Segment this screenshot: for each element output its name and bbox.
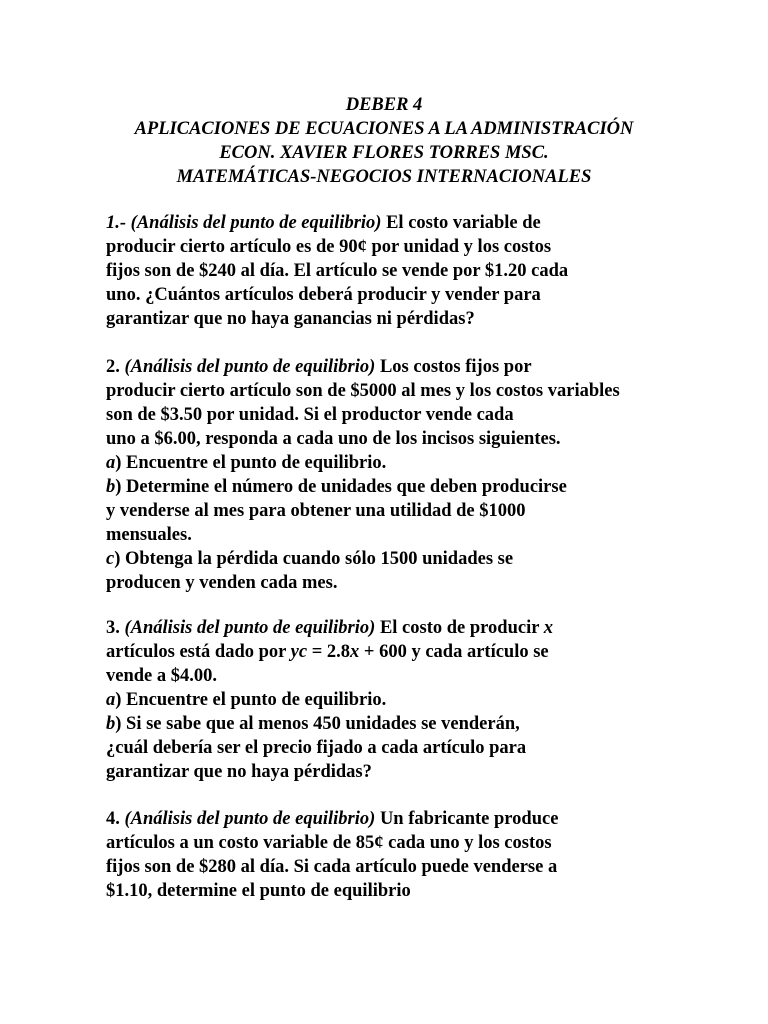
text-run: y venderse al mes para obtener una utilidad de $1000 xyxy=(106,501,526,521)
problem-text-line xyxy=(106,451,706,475)
problem-text-line xyxy=(106,403,706,427)
problem-1 xyxy=(106,211,706,331)
text-run: Los costos fijos por xyxy=(375,357,532,377)
text-run: ¿cuál debería ser el precio fijado a cada artículo para xyxy=(106,738,527,758)
problem-text-line xyxy=(106,379,706,403)
text-run: mensuales. xyxy=(106,525,192,545)
problem-text-line xyxy=(106,688,706,712)
italic-text-run: x xyxy=(350,642,360,662)
text-run: ) Encuentre el punto de equilibrio. xyxy=(115,690,387,710)
problem-text-line xyxy=(106,760,706,784)
text-run: producen y venden cada mes. xyxy=(106,573,338,593)
text-run: ) Determine el número de unidades que deben producirse xyxy=(115,477,567,497)
italic-text-run: c xyxy=(106,549,115,569)
italic-text-run: b xyxy=(106,477,116,497)
text-run: ) Si se sabe que al menos 450 unidades se venderán, xyxy=(115,714,520,734)
problem-text-line xyxy=(106,736,706,760)
instructor-name: ECON. XAVIER FLORES TORRES MSC. xyxy=(219,143,549,163)
problem-text-line xyxy=(106,855,706,879)
problem-2 xyxy=(106,355,706,595)
problem-text-line xyxy=(106,712,706,736)
problem-text-line xyxy=(106,499,706,523)
problem-3 xyxy=(106,616,706,784)
text-run: garantizar que no haya ganancias ni pérdidas? xyxy=(106,309,475,329)
text-run: uno a $6.00, responda a cada uno de los incisos siguientes. xyxy=(106,429,561,449)
text-run: El costo de producir xyxy=(375,618,544,638)
problem-text-line xyxy=(106,259,706,283)
italic-text-run: b xyxy=(106,714,116,734)
text-run: El costo variable de xyxy=(381,213,541,233)
text-run: garantizar que no haya pérdidas? xyxy=(106,762,372,782)
text-run: artículos está dado por xyxy=(106,642,291,662)
problem-text-line xyxy=(106,355,706,379)
text-run: ) Obtenga la pérdida cuando sólo 1500 unidades se xyxy=(114,549,514,569)
text-run: vende a $4.00. xyxy=(106,666,217,686)
italic-text-run: (Análisis del punto de equilibrio) xyxy=(124,809,376,829)
text-run: $1.10, determine el punto de equilibrio xyxy=(106,881,411,901)
problem-text-line xyxy=(106,475,706,499)
problem-text-line xyxy=(106,235,706,259)
text-run: 2. xyxy=(106,357,125,377)
problem-text-line xyxy=(106,427,706,451)
text-run: = 2.8 xyxy=(307,642,351,662)
course-subject: MATEMÁTICAS-NEGOCIOS INTERNACIONALES xyxy=(176,167,592,187)
problem-text-line xyxy=(106,283,706,307)
problem-text-line xyxy=(106,616,706,640)
problem-text-line xyxy=(106,523,706,547)
problem-text-line xyxy=(106,879,706,903)
italic-text-run: (Análisis del punto de equilibrio) xyxy=(124,357,376,377)
text-run: Un fabricante produce xyxy=(375,809,559,829)
problem-4 xyxy=(106,807,706,903)
text-run: fijos son de $240 al día. El artículo se vende por $1.20 cada xyxy=(106,261,569,281)
document-header xyxy=(0,93,768,189)
italic-text-run: x xyxy=(543,618,553,638)
italic-text-run: yc xyxy=(290,642,308,662)
course-topic: APLICACIONES DE ECUACIONES A LA ADMINISTRACIÓN xyxy=(134,119,634,139)
text-run: uno. ¿Cuántos artículos deberá producir y vender para xyxy=(106,285,541,305)
text-run: producir cierto artículo es de 90¢ por unidad y los costos xyxy=(106,237,552,257)
assignment-title: DEBER 4 xyxy=(345,95,423,115)
text-run: ) Encuentre el punto de equilibrio. xyxy=(115,453,387,473)
italic-text-run: a xyxy=(106,453,116,473)
problem-text-line xyxy=(106,640,706,664)
problem-text-line xyxy=(106,831,706,855)
text-run: + 600 y cada artículo se xyxy=(359,642,549,662)
text-run: 3. xyxy=(106,618,125,638)
text-run: fijos son de $280 al día. Si cada artículo puede venderse a xyxy=(106,857,558,877)
text-run: artículos a un costo variable de 85¢ cada uno y los costos xyxy=(106,833,552,853)
italic-text-run: 1.- (Análisis del punto de equilibrio) xyxy=(106,213,382,233)
problem-text-line xyxy=(106,664,706,688)
problem-text-line xyxy=(106,571,706,595)
problem-text-line xyxy=(106,547,706,571)
italic-text-run: (Análisis del punto de equilibrio) xyxy=(124,618,376,638)
problem-text-line xyxy=(106,211,706,235)
problem-text-line xyxy=(106,807,706,831)
text-run: 4. xyxy=(106,809,125,829)
text-run: producir cierto artículo son de $5000 al mes y los costos variables xyxy=(106,381,620,401)
problem-text-line xyxy=(106,307,706,331)
text-run: son de $3.50 por unidad. Si el productor vende cada xyxy=(106,405,514,425)
italic-text-run: a xyxy=(106,690,116,710)
